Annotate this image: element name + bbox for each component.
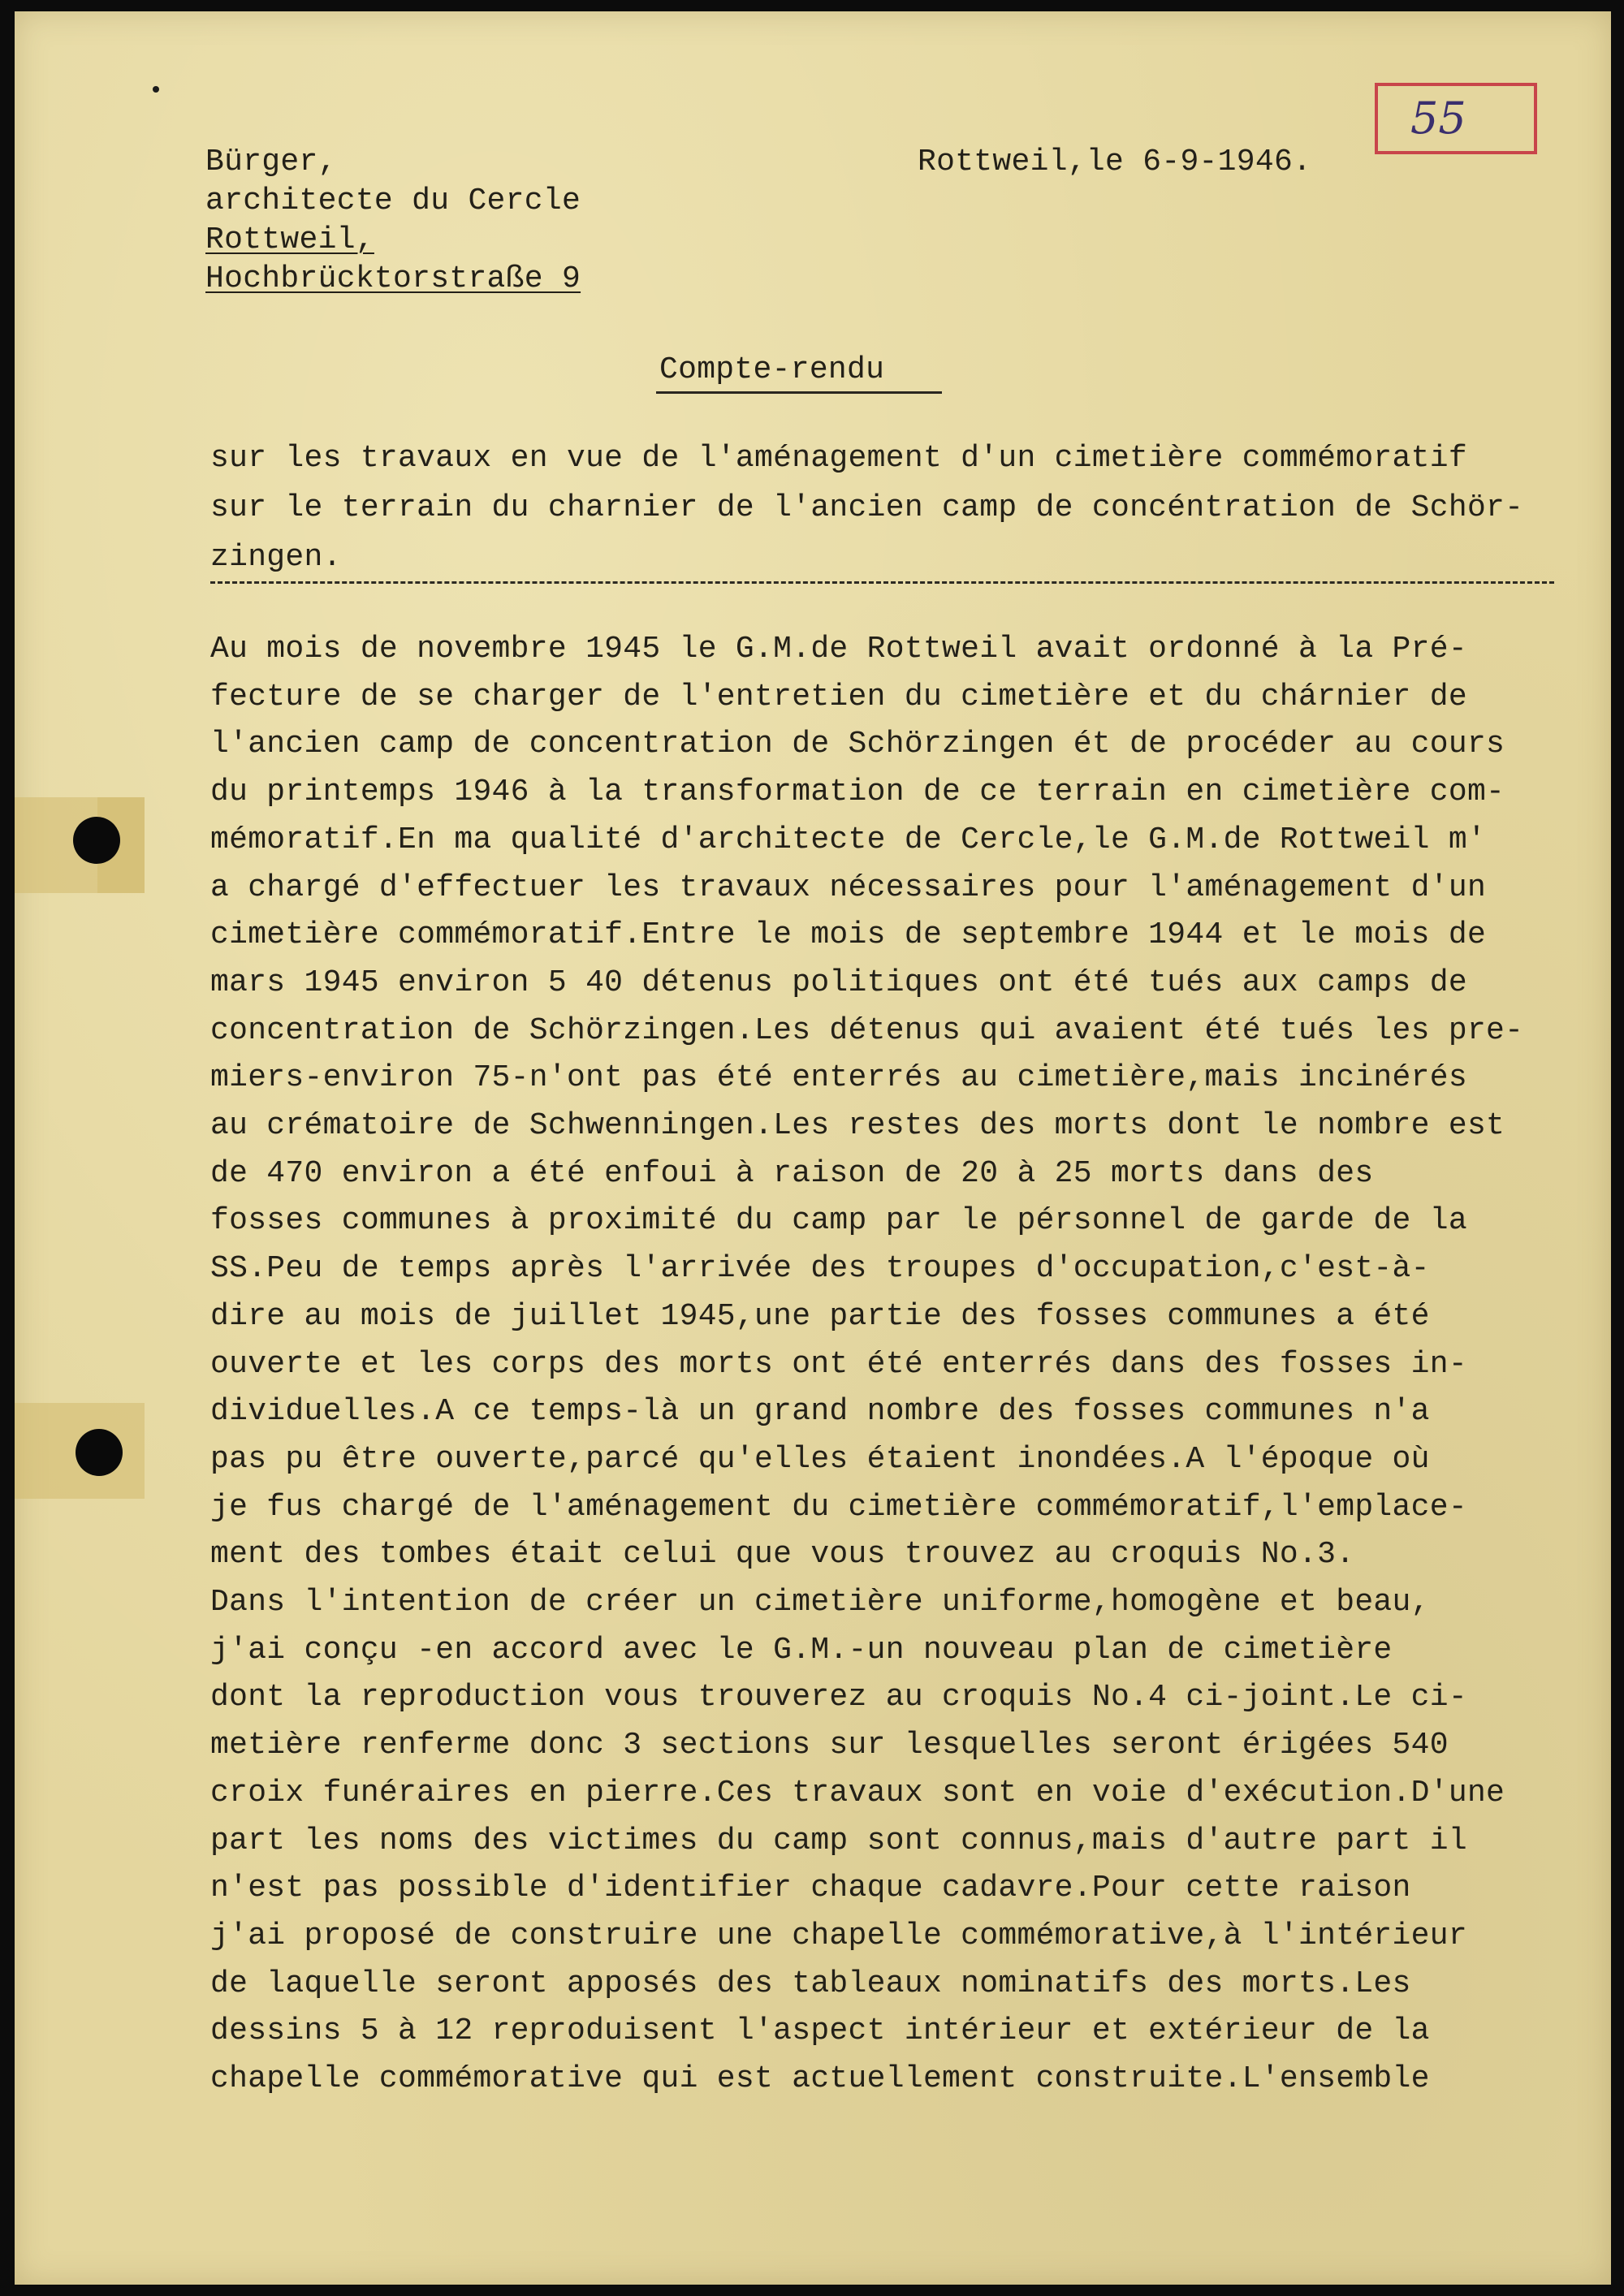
- document-title: Compte-rendu: [659, 352, 885, 387]
- sender-block: [205, 143, 581, 299]
- body-line: miers-environ 75-n'ont pas été enterrés au cimetière,mais incinérés: [210, 1060, 1467, 1096]
- body-line: metière renferme donc 3 sections sur lesquelles seront érigées 540: [210, 1728, 1449, 1763]
- body-line: l'ancien camp de concentration de Schörzingen ét de procéder au cours: [210, 727, 1505, 762]
- body-line: j'ai proposé de construire une chapelle commémorative,à l'intérieur: [210, 1918, 1467, 1953]
- title-underline: [656, 391, 942, 394]
- punch-hole-lower: [76, 1429, 123, 1476]
- body-line: j'ai conçu -en accord avec le G.M.-un nouveau plan de cimetière: [210, 1632, 1393, 1668]
- body-line: fosses communes à proximité du camp par le pérsonnel de garde de la: [210, 1203, 1467, 1239]
- sender-role: architecte du Cercle: [205, 183, 581, 218]
- body-line: pas pu être ouverte,parcé qu'elles étaient inondées.A l'époque où: [210, 1441, 1430, 1477]
- sender-city: Rottweil,: [205, 222, 374, 257]
- body-line: part les noms des victimes du camp sont connus,mais d'autre part il: [210, 1823, 1467, 1858]
- ink-speck: [153, 86, 159, 93]
- body-line: concentration de Schörzingen.Les détenus qui avaient été tués les pre-: [210, 1012, 1524, 1048]
- body-text: [210, 626, 1591, 2104]
- body-line: n'est pas possible d'identifier chaque cadavre.Pour cette raison: [210, 1871, 1411, 1906]
- body-line: fecture de se charger de l'entretien du cimetière et du chárnier de: [210, 679, 1467, 714]
- body-line: Dans l'intention de créer un cimetière uniforme,homogène et beau,: [210, 1585, 1430, 1621]
- body-line: chapelle commémorative qui est actuellement construite.L'ensemble: [210, 2061, 1430, 2097]
- folio-number-stamp: 55: [1375, 83, 1537, 154]
- body-line: mars 1945 environ 5 40 détenus politiques ont été tués aux camps de: [210, 965, 1467, 1000]
- subject-block: [210, 434, 1607, 582]
- subject-line: zingen.: [210, 540, 342, 575]
- subject-line: sur le terrain du charnier de l'ancien camp de concéntration de Schör-: [210, 490, 1524, 525]
- body-line: de 470 environ a été enfoui à raison de 20 à 25 morts dans des: [210, 1155, 1374, 1191]
- body-line: du printemps 1946 à la transformation de ce terrain en cimetière com-: [210, 775, 1505, 810]
- body-line: dividuelles.A ce temps-là un grand nombre des fosses communes n'a: [210, 1394, 1430, 1430]
- body-line: Au mois de novembre 1945 le G.M.de Rottweil avait ordonné à la Pré-: [210, 632, 1467, 667]
- body-line: SS.Peu de temps après l'arrivée des troupes d'occupation,c'est-à-: [210, 1251, 1430, 1287]
- sender-name: Bürger,: [205, 145, 337, 179]
- body-line: ouverte et les corps des morts ont été enterrés dans des fosses in-: [210, 1346, 1467, 1382]
- body-line: au crématoire de Schwenningen.Les restes des morts dont le nombre est: [210, 1108, 1505, 1144]
- punch-hole-upper: [73, 817, 120, 864]
- body-line: mémoratif.En ma qualité d'architecte de Cercle,le G.M.de Rottweil m': [210, 822, 1487, 857]
- body-line: ment des tombes était celui que vous trouvez au croquis No.3.: [210, 1537, 1355, 1573]
- body-line: a chargé d'effectuer les travaux nécessaires pour l'aménagement d'un: [210, 870, 1487, 905]
- body-line: croix funéraires en pierre.Ces travaux sont en voie d'exécution.D'une: [210, 1775, 1505, 1810]
- body-line: dire au mois de juillet 1945,une partie des fosses communes a été: [210, 1298, 1430, 1334]
- body-line: de laquelle seront apposés des tableaux nominatifs des morts.Les: [210, 1966, 1411, 2001]
- subject-line: sur les travaux en vue de l'aménagement d'un cimetière commémoratif: [210, 441, 1467, 476]
- body-line: je fus chargé de l'aménagement du cimetière commémoratif,l'emplace-: [210, 1489, 1467, 1525]
- body-line: cimetière commémoratif.Entre le mois de septembre 1944 et le mois de: [210, 917, 1487, 953]
- body-line: dont la reproduction vous trouverez au croquis No.4 ci-joint.Le ci-: [210, 1680, 1467, 1716]
- dashed-separator: [210, 581, 1554, 584]
- place-date: Rottweil,le 6-9-1946.: [918, 145, 1312, 179]
- sender-street: Hochbrücktorstraße 9: [205, 261, 581, 296]
- body-line: dessins 5 à 12 reproduisent l'aspect intérieur et extérieur de la: [210, 2013, 1430, 2049]
